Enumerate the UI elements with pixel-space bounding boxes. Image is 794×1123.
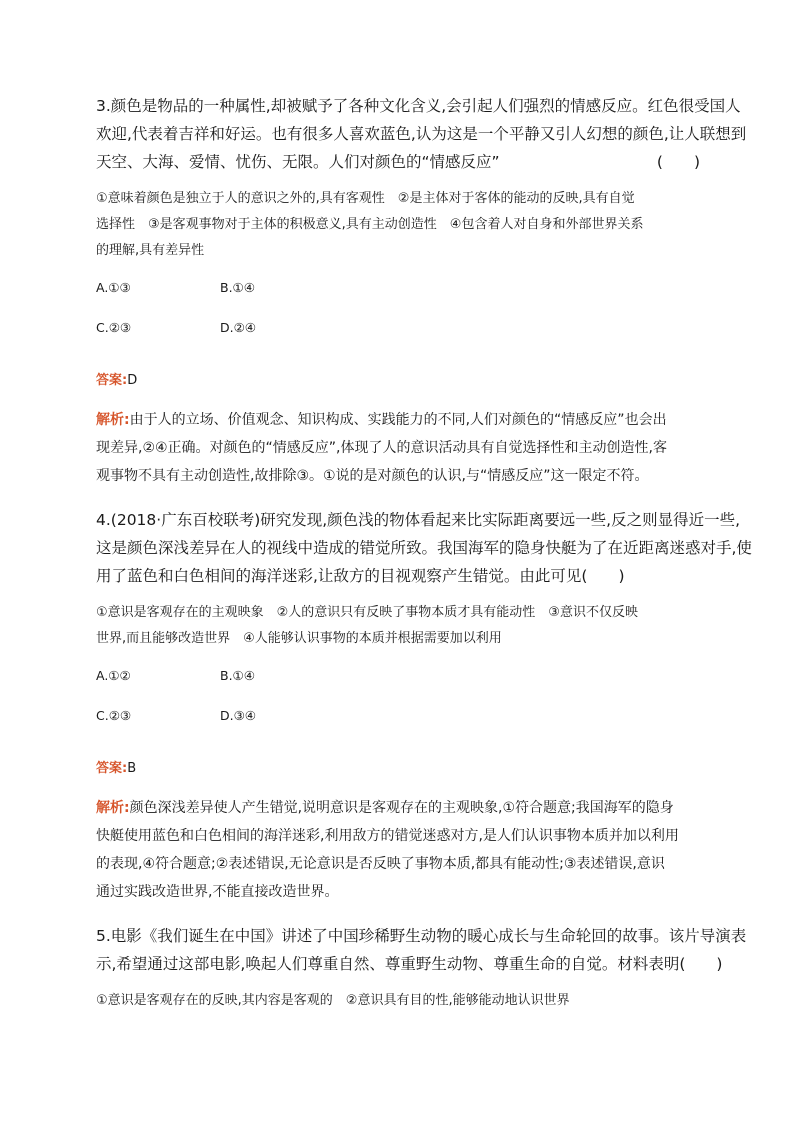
document-page bbox=[96, 92, 752, 1030]
choice-list bbox=[96, 666, 700, 746]
option-line: 的理解,具有差异性 bbox=[96, 243, 205, 258]
analysis-line bbox=[96, 406, 700, 434]
analysis-line: 通过实践改造世界,不能直接改造世界。 bbox=[96, 884, 339, 900]
choice-c: C.②③ bbox=[96, 320, 132, 335]
choice-c: C.②③ bbox=[96, 708, 132, 723]
analysis bbox=[96, 406, 700, 490]
choice-d: D.③④ bbox=[220, 708, 257, 723]
answer-line bbox=[96, 758, 700, 780]
analysis-line bbox=[96, 794, 700, 822]
answer-line bbox=[96, 370, 700, 392]
stem-line: 这是颜色深浅差异在人的视线中造成的错觉所致。我国海军的隐身快艇为了在近距离迷惑对手,使 bbox=[96, 539, 752, 557]
question-stem bbox=[96, 506, 752, 590]
option-line: ①意味着颜色是独立于人的意识之外的,具有客观性 ②是主体对于客体的能动的反映,具有自觉 bbox=[96, 191, 635, 206]
stem-line bbox=[96, 148, 700, 176]
analysis-line: 观事物不具有主动创造性,故排除③。①说的是对颜色的认识,与“情感反应”这一限定不符。 bbox=[96, 468, 649, 484]
statement-options bbox=[96, 988, 700, 1014]
analysis-line: 的表现,④符合题意;②表述错误,无论意识是否反映了事物本质,都具有能动性;③表述错误,意识 bbox=[96, 856, 665, 872]
choice-d: D.②④ bbox=[220, 320, 257, 335]
choice-row bbox=[96, 278, 700, 318]
stem-line: 示,希望通过这部电影,唤起人们尊重自然、尊重野生动物、尊重生命的自觉。材料表明( ) bbox=[96, 955, 723, 973]
analysis-line: 现差异,②④正确。对颜色的“情感反应”,体现了人的意识活动具有自觉选择性和主动创造性,客 bbox=[96, 440, 667, 456]
question-stem bbox=[96, 92, 747, 176]
answer-value: D bbox=[127, 373, 138, 388]
analysis-text: 颜色深浅差异使人产生错觉,说明意识是客观存在的主观映象,①符合题意;我国海军的隐身 bbox=[129, 800, 674, 816]
statement-options bbox=[96, 186, 700, 264]
answer-label: 答案: bbox=[96, 761, 128, 776]
question-stem bbox=[96, 922, 747, 978]
option-line: 选择性 ③是客观事物对于主体的积极意义,具有主动创造性 ④包含着人对自身和外部世界关系 bbox=[96, 217, 644, 232]
choice-row bbox=[96, 706, 700, 746]
analysis-label: 解析: bbox=[96, 800, 130, 816]
option-line: 世界,而且能够改造世界 ④人能够认识事物的本质并根据需要加以利用 bbox=[96, 631, 502, 646]
choice-row bbox=[96, 666, 700, 706]
choice-b: B.①④ bbox=[220, 668, 255, 683]
choice-b: B.①④ bbox=[220, 280, 255, 295]
stem-line: 3.颜色是物品的一种属性,却被赋予了各种文化含义,会引起人们强烈的情感反应。红色很受国人 bbox=[96, 97, 741, 115]
analysis-line: 快艇使用蓝色和白色相间的海洋迷彩,利用敌方的错觉迷惑对方,是人们认识事物本质并加以利用 bbox=[96, 828, 679, 844]
choice-row bbox=[96, 318, 700, 358]
choice-list bbox=[96, 278, 700, 358]
answer-label: 答案: bbox=[96, 373, 128, 388]
stem-line: 欢迎,代表着吉祥和好运。也有很多人喜欢蓝色,认为这是一个平静又引人幻想的颜色,让人联想到 bbox=[96, 125, 747, 143]
option-line: ①意识是客观存在的反映,其内容是客观的 ②意识具有目的性,能够能动地认识世界 bbox=[96, 993, 570, 1008]
statement-options bbox=[96, 600, 700, 652]
answer-bracket: ( ) bbox=[656, 153, 700, 171]
question-5 bbox=[96, 922, 747, 1014]
choice-a: A.①② bbox=[96, 668, 131, 683]
analysis-label: 解析: bbox=[96, 412, 130, 428]
option-line: ①意识是客观存在的主观映象 ②人的意识只有反映了事物本质才具有能动性 ③意识不仅反映 bbox=[96, 605, 638, 620]
choice-a: A.①③ bbox=[96, 280, 131, 295]
stem-line: 5.电影《我们诞生在中国》讲述了中国珍稀野生动物的暖心成长与生命轮回的故事。该片导演表 bbox=[96, 927, 747, 945]
question-3 bbox=[96, 92, 747, 490]
analysis-text: 由于人的立场、价值观念、知识构成、实践能力的不同,人们对颜色的“情感反应”也会出 bbox=[129, 412, 667, 428]
analysis bbox=[96, 794, 700, 906]
stem-line: 4.(2018·广东百校联考)研究发现,颜色浅的物体看起来比实际距离要远一些,反之则显得近一些, bbox=[96, 511, 741, 529]
question-4 bbox=[96, 506, 752, 906]
answer-value: B bbox=[127, 761, 137, 776]
stem-text: 天空、大海、爱情、忧伤、无限。人们对颜色的“情感反应” bbox=[96, 153, 500, 171]
stem-line: 用了蓝色和白色相间的海洋迷彩,让敌方的目视观察产生错觉。由此可见( ) bbox=[96, 567, 625, 585]
